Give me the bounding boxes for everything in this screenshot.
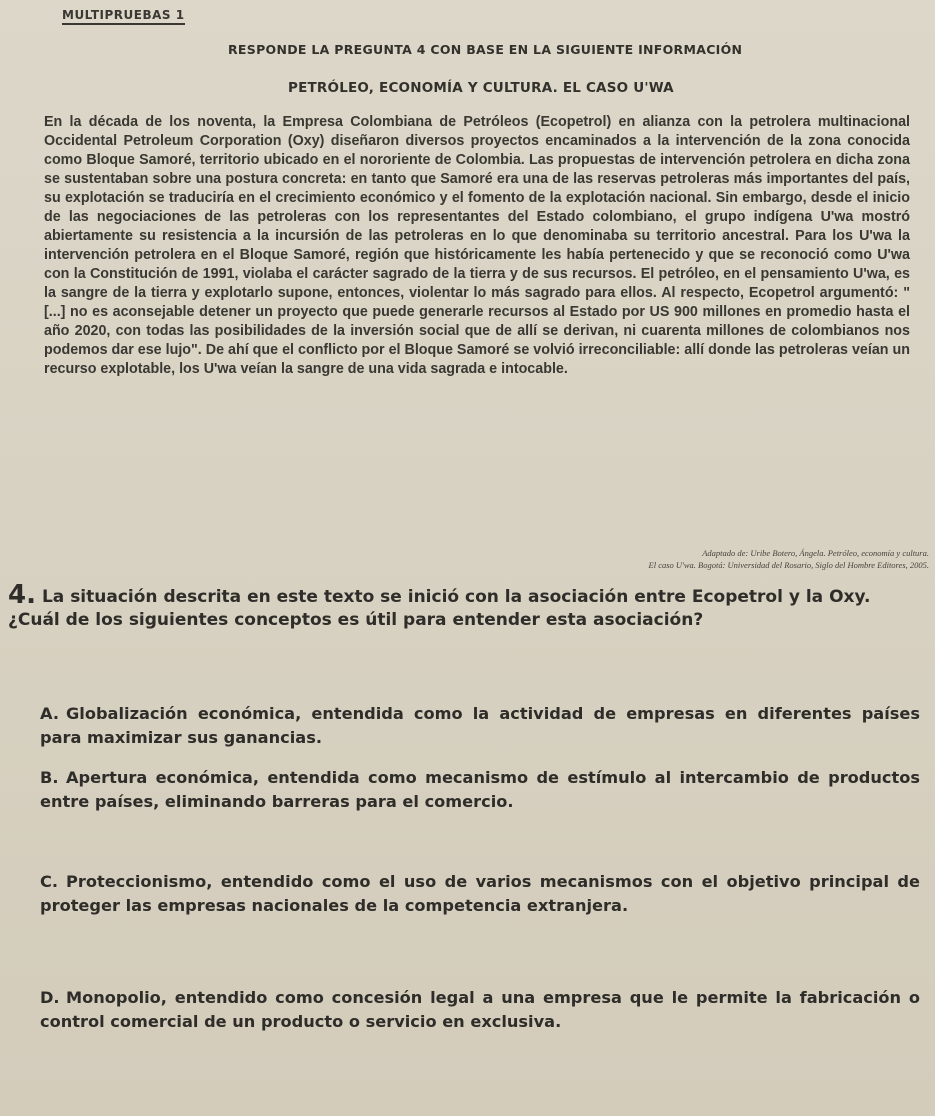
option-b[interactable] [40, 766, 920, 814]
reading-passage [44, 113, 910, 379]
source-citation [409, 547, 929, 571]
option-a-letter: A. [40, 704, 59, 723]
option-c-letter: C. [40, 872, 59, 891]
option-b-letter: B. [40, 768, 59, 787]
citation-line-1: Adaptado de: Uribe Botero, Ángela. Petróleo, economía y cultura. [702, 548, 929, 558]
question-number: 4. [8, 580, 36, 610]
worksheet-header-label: MULTIPRUEBAS 1 [62, 8, 185, 25]
option-c-text: Proteccionismo, entendido como el uso de varios mecanismos con el objetivo principal de proteger las empresas nacionales de la competencia extranjera. [40, 872, 920, 915]
question-instruction: RESPONDE LA PREGUNTA 4 CON BASE EN LA SIGUIENTE INFORMACIÓN [228, 42, 743, 57]
passage-paragraph: En la década de los noventa, la Empresa Colombiana de Petróleos (Ecopetrol) en alianza con la petrolera multinacional Occidental Petroleum Corporation (Oxy) diseñaron diversos proyectos encaminados a la intervención de la zona conocida como Bloque Samoré, territorio ubicado en el nororiente de Colombia. Las propuestas de intervención petrolera en dicha zona se sustentaban sobre una postura concreta: en tanto que Samoré era una de las reservas petroleras más importantes del país, su explotación se traduciría en el crecimiento económico y el fomento de la explotación nacional. Sin embargo, desde el inicio de las negociaciones de las petroleras con los representantes del Estado colombiano, el grupo indígena U'wa mostró abiertamente su resistencia a la incursión de las petroleras en lo que denominaba su territorio ancestral. Para los U'wa la intervención petrolera en el Bloque Samoré, región que históricamente les había pertenecido y que se reconoció como U'wa con la Constitución de 1991, violaba el carácter sagrado de la tierra y de sus recursos. El petróleo, en el pensamiento U'wa, es la sangre de la tierra y explotarlo supone, entonces, violentar lo más sagrado para ellos. Al respecto, Ecopetrol argumentó: "[...] no es aconsejable detener un proyecto que puede generarle recursos al Estado por US 900 millones en promedio hasta el año 2020, con todas las posibilidades de la inversión social que de allí se derivan, ni cuarenta millones de colombianos nos podemos dar ese lujo". De ahí que el conflicto por el Bloque Samoré se volvió irreconciliable: allí donde las petroleras veían un recurso explotable, los U'wa veían la sangre de una vida sagrada e intocable. [44, 114, 910, 377]
option-d[interactable] [40, 986, 920, 1034]
option-c[interactable] [40, 870, 920, 918]
question-text: La situación descrita en este texto se inició con la asociación entre Ecopetrol y la Oxy. ¿Cuál de los siguientes conceptos es útil para entender esta asociación? [8, 587, 871, 630]
citation-line-2: El caso U'wa. Bogotá: Universidad del Rosario, Siglo del Hombre Editores, 2005. [648, 560, 929, 570]
option-d-text: Monopolio, entendido como concesión legal a una empresa que le permite la fabricación o control comercial de un producto o servicio en exclusiva. [40, 988, 920, 1031]
option-d-letter: D. [40, 988, 60, 1007]
option-b-text: Apertura económica, entendida como mecanismo de estímulo al intercambio de productos entre países, eliminando barreras para el comercio. [40, 768, 920, 811]
passage-title: PETRÓLEO, ECONOMÍA Y CULTURA. EL CASO U'WA [288, 80, 674, 96]
question-stem [8, 580, 913, 632]
option-a[interactable] [40, 702, 920, 750]
option-a-text: Globalización económica, entendida como la actividad de empresas en diferentes países para maximizar sus ganancias. [40, 704, 920, 747]
